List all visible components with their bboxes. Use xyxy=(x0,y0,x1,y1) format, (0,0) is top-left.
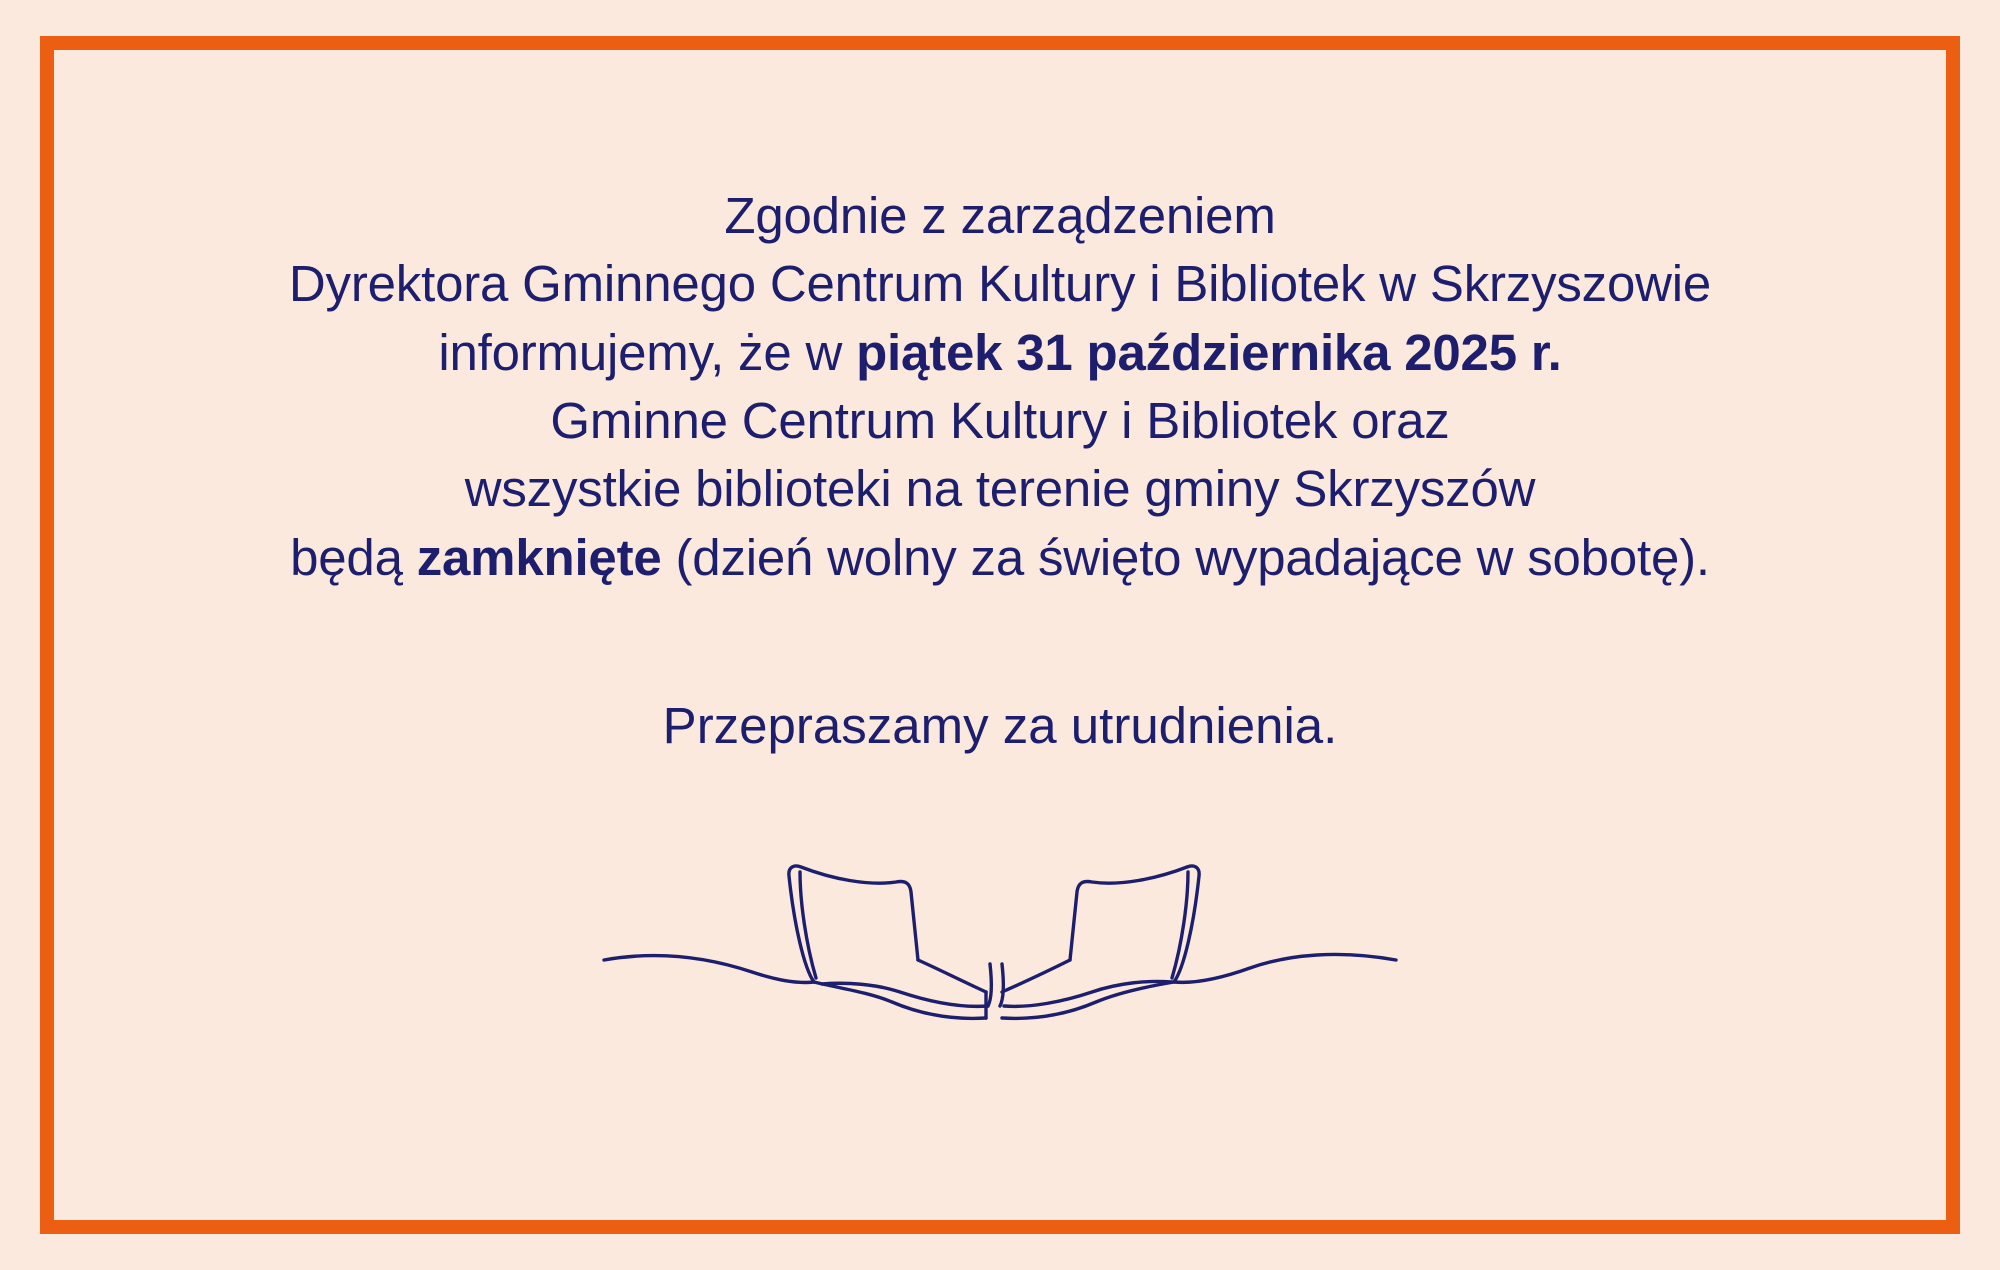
announcement-line-6 xyxy=(130,524,1870,592)
announcement-line-2: Dyrektora Gminnego Centrum Kultury i Bibliotek w Skrzyszowie xyxy=(288,255,1712,313)
open-book-icon xyxy=(600,760,1400,1032)
poster-content xyxy=(90,0,1910,1032)
announcement-line-5: wszystkie biblioteki na terenie gminy Skrzyszów xyxy=(464,460,1536,518)
apology-text: Przepraszamy za utrudnienia. xyxy=(662,696,1338,754)
announcement-line-6-prefix: będą xyxy=(290,528,417,586)
announcement-line-1: Zgodnie z zarządzeniem xyxy=(724,187,1276,244)
announcement-line-3-prefix: informujemy, że w xyxy=(438,323,857,381)
announcement-line-3 xyxy=(130,319,1870,387)
announcement-closed-emphasis: zamknięte xyxy=(416,528,662,586)
announcement-line-6-suffix: (dzień wolny za święto wypadające w sobotę). xyxy=(661,528,1710,586)
announcement-line-4: Gminne Centrum Kultury i Bibliotek oraz xyxy=(550,391,1450,449)
announcement-text xyxy=(90,182,1910,592)
announcement-date: piątek 31 października 2025 r. xyxy=(856,323,1562,381)
